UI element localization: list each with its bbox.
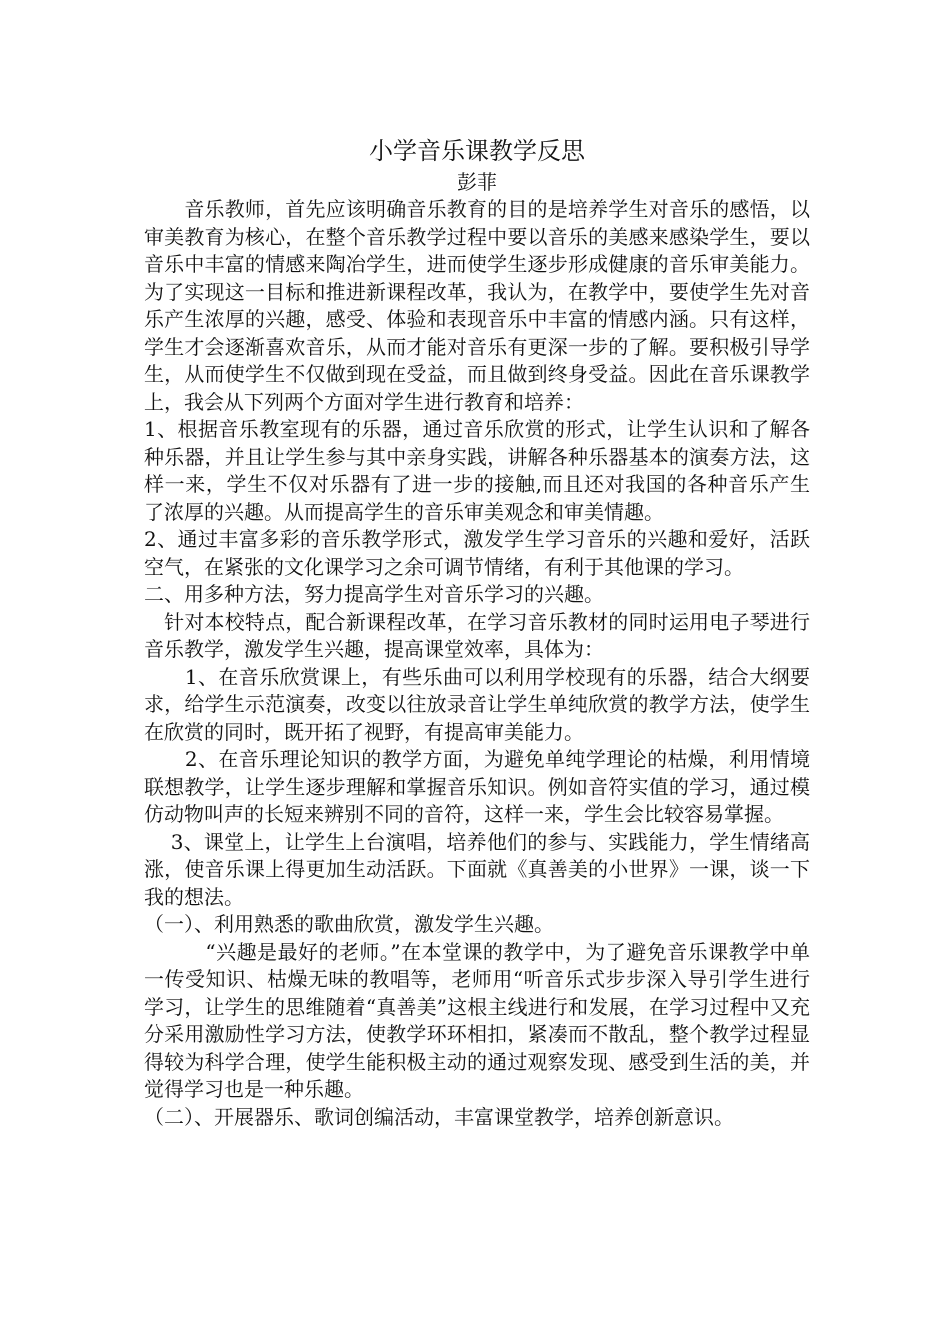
subheading-1: （一）、利用熟悉的歌曲欣赏，激发学生兴趣。 (144, 912, 554, 936)
document-title: 小学音乐课教学反思 (369, 137, 585, 165)
section-heading-2: 二、用多种方法，努力提高学生对音乐学习的兴趣。 (144, 582, 604, 606)
paragraph-section-2-intro: 针对本校特点，配合新课程改革，在学习音乐教材的同时运用电子琴进行音乐教学，激发学生兴趣，提高课堂效率，具体为： (144, 609, 810, 661)
paragraph-intro: 音乐教师，首先应该明确音乐教育的目的是培养学生对音乐的感悟，以审美教育为核心，在整个音乐教学过程中要以音乐的美感来感染学生，要以音乐中丰富的情感来陶冶学生，进而使学生逐步形成健康的音乐审美能力。为了实现这一目标和推进新课程改革，我认为，在教学中，要使学生先对音乐产生浓厚的兴趣，感受、体验和表现音乐中丰富的情感内涵。只有这样，学生才会逐渐喜欢音乐，从而才能对音乐有更深一步的了解。要积极引导学生，从而使学生不仅做到现在受益，而且做到终身受益。因此在音乐课教学上，我会从下列两个方面对学生进行教育和培养： (144, 197, 810, 414)
paragraph-point-2: 2、通过丰富多彩的音乐教学形式，激发学生学习音乐的兴趣和爱好，活跃空气，在紧张的文化课学习之余可调节情绪，有利于其他课的学习。 (144, 527, 810, 579)
subheading-2: （二）、开展器乐、歌词创编活动，丰富课堂教学，培养创新意识。 (144, 1104, 734, 1129)
paragraph-section-2-item-3: 3、课堂上，让学生上台演唱，培养他们的参与、实践能力，学生情绪高涨，使音乐课上得更加生动活跃。下面就《真善美的小世界》一课，谈一下我的想法。 (144, 829, 810, 909)
paragraph-point-1: 1、根据音乐教室现有的乐器，通过音乐欣赏的形式，让学生认识和了解各种乐器，并且让学生参与其中亲身实践，讲解各种乐器基本的演奏方法，这样一来，学生不仅对乐器有了进一步的接触,而且还对我国的各种音乐产生了浓厚的兴趣。从而提高学生的音乐审美观念和审美情趣。 (144, 417, 810, 524)
paragraph-section-2-item-1: 1、在音乐欣赏课上，有些乐曲可以利用学校现有的乐器，结合大纲要求，给学生示范演奏，改变以往放录音让学生单纯欣赏的教学方法，使学生在欣赏的同时，既开拓了视野，有提高审美能力。 (144, 664, 810, 744)
paragraph-section-2-item-2: 2、在音乐理论知识的教学方面，为避免单纯学理论的枯燥，利用情境联想教学，让学生逐步理解和掌握音乐知识。例如音符实值的学习，通过模仿动物叫声的长短来辨别不同的音符，这样一来，学生会比较容易掌握。 (144, 747, 810, 826)
document-author: 彭菲 (457, 170, 497, 194)
paragraph-subsection-1: “兴趣是最好的老师。”在本堂课的教学中，为了避免音乐课教学中单一传受知识、枯燥无味的教唱等，老师用“听音乐式步步深入导引学生进行学习，让学生的思维随着“真善美”这根主线进行和发展，在学习过程中又充分采用激励性学习方法，使教学环环相扣，紧凑而不散乱，整个教学过程显得较为科学合理，使学生能积极主动的通过观察发现、感受到生活的美，并觉得学习也是一种乐趣。 (144, 939, 810, 1101)
document-body (144, 134, 810, 1131)
